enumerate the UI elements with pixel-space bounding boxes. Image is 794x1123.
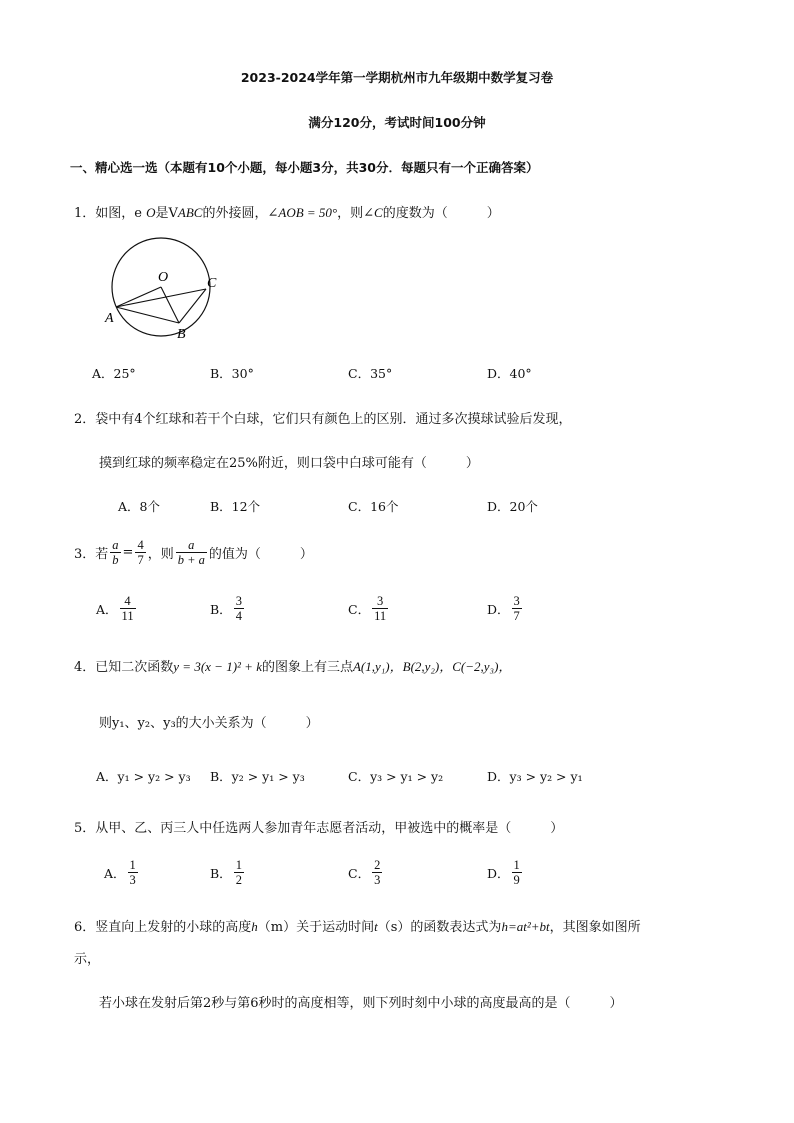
q1-option-c[interactable]: C．35° bbox=[348, 366, 393, 381]
question-6-line1: 6．竖直向上发射的小球的高度h（m）关于运动时间t（s）的函数表达式为h=at²+bt，其图象如图所 bbox=[74, 919, 641, 935]
label-c: C bbox=[207, 276, 217, 291]
q1-option-b[interactable]: B．30° bbox=[210, 366, 254, 381]
q3-option-d[interactable]: D． $\frac{3}{7}$ bbox=[487, 594, 520, 623]
q5-option-b[interactable]: B． $\frac{1}{2}$ bbox=[210, 858, 242, 887]
q4-option-d[interactable]: D．y₃ > y₂ > y₁ bbox=[487, 769, 583, 784]
question-4-line2: 则y₁、y₂、y₃的大小关系为（ ） bbox=[99, 716, 319, 731]
question-1-stem: 1．如图，e O是VABC的外接圆，∠AOB = 50°，则∠C的度数为（ ） bbox=[74, 205, 500, 221]
question-3-stem: 3．若 $\frac{a}{b}$ = $\frac{4}{7}$ ，则 $\frac{a}{b + a}$ 的值为（ ） bbox=[74, 538, 313, 567]
q4-option-a[interactable]: A．y₁ > y₂ > y₃ bbox=[96, 769, 191, 784]
q5-option-d[interactable]: D． $\frac{1}{9}$ bbox=[487, 858, 520, 887]
fraction-4-over-7: $\frac{4}{7}$ bbox=[137, 538, 144, 567]
page-subtitle: 满分120分，考试时间100分钟 bbox=[308, 115, 486, 130]
q1-option-d[interactable]: D．40° bbox=[487, 366, 532, 381]
q5-option-a[interactable]: A． $\frac{1}{3}$ bbox=[104, 858, 136, 887]
label-o: O bbox=[158, 270, 169, 285]
segment-ob bbox=[161, 287, 179, 323]
question-2-line1: 2．袋中有4个红球和若干个白球，它们只有颜色上的区别．通过多次摸球试验后发现， bbox=[74, 412, 572, 427]
q4-option-b[interactable]: B．y₂ > y₁ > y₃ bbox=[210, 769, 305, 784]
circle-figure bbox=[100, 232, 240, 347]
question-5-stem: 5．从甲、乙、丙三人中任选两人参加青年志愿者活动，甲被选中的概率是（ ） bbox=[74, 821, 564, 836]
question-6-line2: 示， bbox=[74, 952, 101, 967]
label-a: A bbox=[105, 311, 114, 326]
q2-option-d[interactable]: D．20个 bbox=[487, 499, 538, 514]
label-b: B bbox=[177, 327, 186, 342]
section-heading: 一、精心选一选（本题有10个小题，每小题3分，共30分．每题只有一个正确答案） bbox=[70, 160, 539, 175]
q3-option-a[interactable]: A． $\frac{4}{11}$ bbox=[96, 594, 134, 623]
q3-option-c[interactable]: C． $\frac{3}{11}$ bbox=[348, 594, 387, 623]
fraction-a-over-b: $\frac{a}{b}$ bbox=[112, 538, 119, 567]
question-2-line2: 摸到红球的频率稳定在25%附近，则口袋中白球可能有（ ） bbox=[99, 456, 479, 471]
q2-option-a[interactable]: A．8个 bbox=[118, 499, 160, 514]
q5-option-c[interactable]: C． $\frac{2}{3}$ bbox=[348, 858, 381, 887]
q1-option-a[interactable]: A．25° bbox=[92, 366, 136, 381]
segment-ao bbox=[116, 287, 161, 307]
page-title: 2023-2024学年第一学期杭州市九年级期中数学复习卷 bbox=[240, 70, 554, 85]
question-4-line1: 4．已知二次函数y = 3(x − 1)² + k的图象上有三点A(1,y₁)，B(2,y₂)，C(−2,y₃)， bbox=[74, 659, 512, 675]
q2-option-c[interactable]: C．16个 bbox=[348, 499, 399, 514]
question-6-line3: 若小球在发射后第2秒与第6秒时的高度相等，则下列时刻中小球的高度最高的是（ ） bbox=[99, 996, 623, 1011]
q4-option-c[interactable]: C．y₃ > y₁ > y₂ bbox=[348, 769, 444, 784]
q3-option-b[interactable]: B． $\frac{3}{4}$ bbox=[210, 594, 242, 623]
segment-ac bbox=[116, 289, 206, 307]
fraction-a-over-b-plus-a: $\frac{a}{b + a}$ bbox=[177, 538, 205, 567]
q2-option-b[interactable]: B．12个 bbox=[210, 499, 261, 514]
